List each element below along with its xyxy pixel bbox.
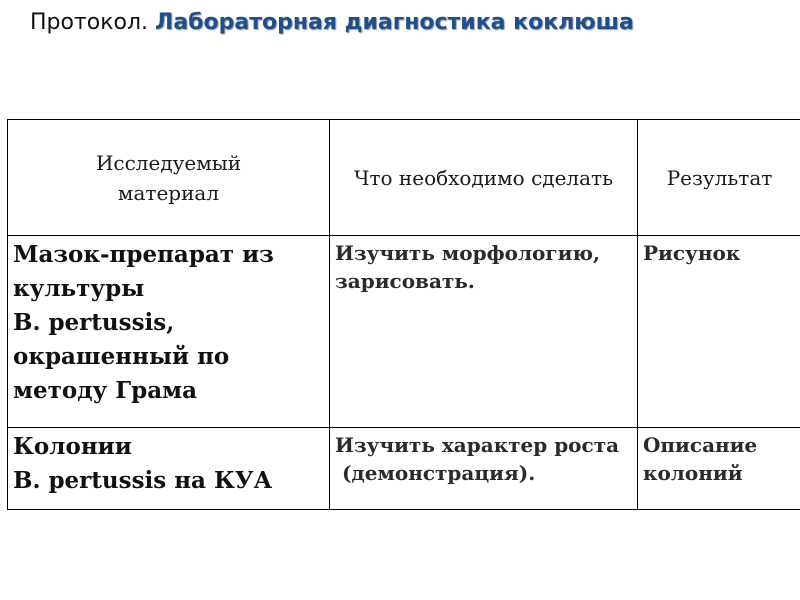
material-line: B. pertussis, — [13, 309, 175, 336]
result-line: колоний — [643, 461, 743, 485]
title-prefix: Протокол. — [30, 10, 149, 35]
protocol-table — [7, 119, 800, 510]
material-line: Мазок-препарат из — [13, 241, 274, 268]
header-material — [8, 120, 330, 236]
result-line: Описание — [643, 433, 758, 457]
table-header-row — [8, 120, 800, 236]
action-line: Изучить морфологию, — [335, 241, 600, 265]
material-line: Колонии — [13, 433, 132, 460]
result-line: Рисунок — [643, 241, 741, 265]
material-line: методу Грама — [13, 377, 198, 404]
material-line: культуры — [13, 275, 145, 302]
material-cell — [8, 428, 330, 510]
action-cell — [330, 236, 638, 428]
result-cell — [638, 428, 800, 510]
header-action — [330, 120, 638, 236]
header-material-line: материал — [117, 180, 220, 205]
material-line: окрашенный по — [13, 343, 230, 370]
material-cell — [8, 236, 330, 428]
slide-title — [30, 8, 634, 38]
material-line: B. pertussis на КУА — [13, 467, 273, 494]
header-result — [638, 120, 800, 236]
result-cell — [638, 236, 800, 428]
header-material-line: Исследуемый — [95, 150, 242, 175]
action-line: (демонстрация). — [335, 461, 536, 485]
header-action-label: Что необходимо сделать — [353, 165, 614, 190]
action-cell — [330, 428, 638, 510]
header-result-label: Результат — [666, 165, 773, 190]
action-line: Изучить характер роста — [335, 433, 620, 457]
table-row — [8, 428, 800, 510]
action-line: зарисовать. — [335, 269, 475, 293]
title-main: Лабораторная диагностика коклюша — [155, 10, 634, 35]
table-row — [8, 236, 800, 428]
